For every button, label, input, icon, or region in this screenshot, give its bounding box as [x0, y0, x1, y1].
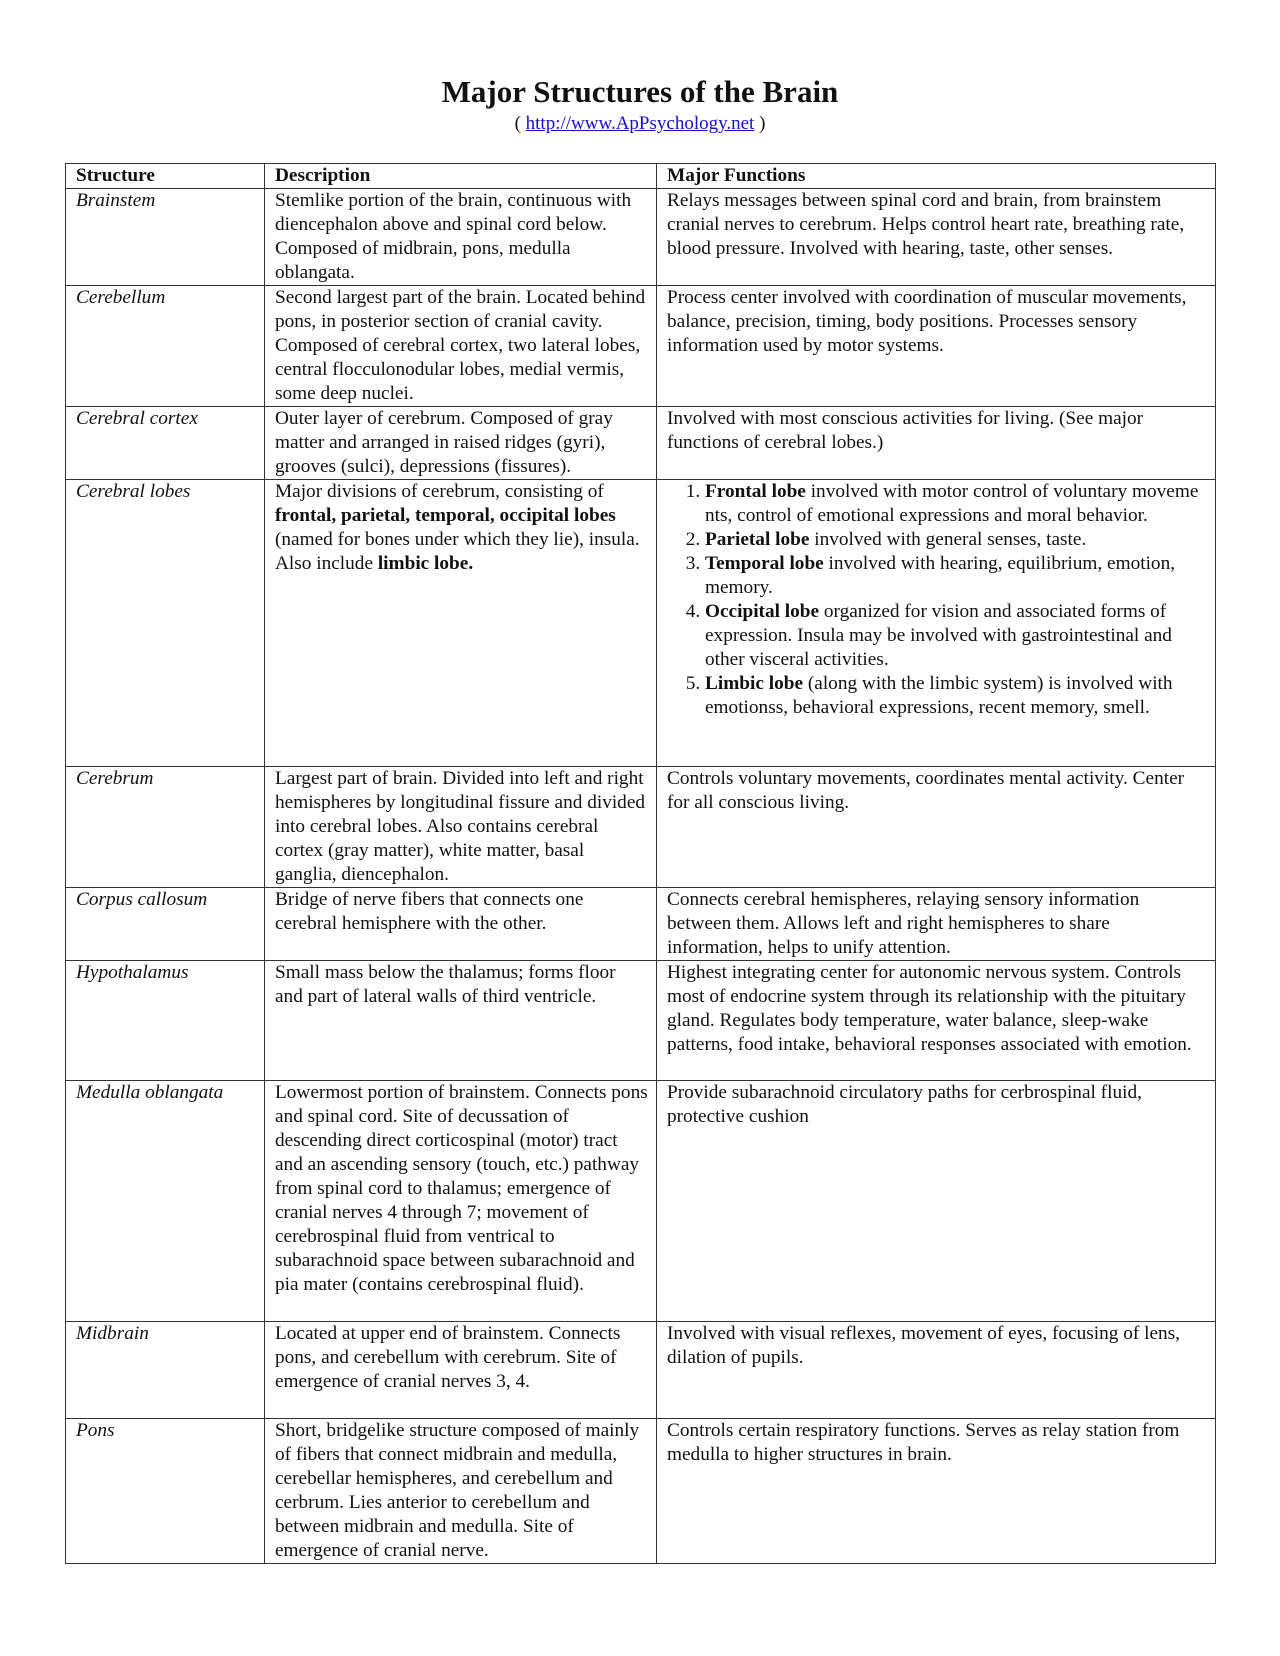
structure-name: Cerebral cortex: [66, 407, 265, 480]
page-title: Major Structures of the Brain: [441, 74, 839, 109]
structure-name: Cerebrum: [66, 767, 265, 888]
lobe-term: Frontal lobe: [705, 481, 806, 502]
structure-description: Short, bridgelike structure composed of mainly of fibers that connect midbrain and medulla, cerebellar hemispheres, and cerebellum and cerbrum. Lies anterior to cerebellum and between midbrain and medulla. Site of emergence of cranial nerve.: [265, 1419, 657, 1564]
structure-functions: Provide subarachnoid circulatory paths for cerbrospinal fluid, protective cushion: [657, 1081, 1216, 1322]
structure-description: [265, 480, 657, 767]
structure-functions: Controls voluntary movements, coordinates mental activity. Center for all conscious living.: [657, 767, 1216, 888]
source-suffix: ): [754, 113, 766, 134]
structure-functions: Involved with most conscious activities for living. (See major functions of cerebral lobes.): [657, 407, 1216, 480]
structure-name: Medulla oblangata: [66, 1081, 265, 1322]
brain-structures-table: [65, 163, 1216, 1564]
structure-functions: Process center involved with coordination of muscular movements, balance, precision, timing, body positions. Processes sensory information used by motor systems.: [657, 286, 1216, 407]
header-structure: Structure: [66, 164, 265, 189]
lobe-text: involved with motor control of voluntary moveme nts, control of emotional expressions and moral behavior.: [705, 481, 1199, 526]
structure-name: Pons: [66, 1419, 265, 1564]
source-link[interactable]: http://www.ApPsychology.net: [525, 113, 755, 134]
source-line: [0, 112, 1280, 136]
structure-description: Lowermost portion of brainstem. Connects pons and spinal cord. Site of decussation of descending direct corticospinal (motor) tract and an ascending sensory (touch, etc.) pathway from spinal cord to thalamus; emergence of cranial nerves 4 through 7; movement of cerebrospinal fluid from ventrical to subarachnoid space between subarachnoid and pia mater (contains cerebrospinal fluid).: [265, 1081, 657, 1322]
structure-description: Bridge of nerve fibers that connects one cerebral hemisphere with the other.: [265, 888, 657, 961]
table-row: [66, 286, 1216, 407]
lobe-term: Temporal lobe: [705, 553, 824, 574]
structure-description: Small mass below the thalamus; forms floor and part of lateral walls of third ventricle.: [265, 961, 657, 1081]
structure-functions: [657, 480, 1216, 767]
lobe-term: Parietal lobe: [705, 529, 810, 550]
lobe-text: involved with general senses, taste.: [809, 529, 1087, 550]
structure-name: Midbrain: [66, 1322, 265, 1419]
table-row: [66, 1322, 1216, 1419]
structure-functions: Connects cerebral hemispheres, relaying sensory information between them. Allows left and right hemispheres to share information, helps to unify attention.: [657, 888, 1216, 961]
description-text: (named for bones under which they lie), insula. Also include: [275, 529, 640, 574]
structure-description: Outer layer of cerebrum. Composed of gray matter and arranged in raised ridges (gyri), grooves (sulci), depressions (fissures).: [265, 407, 657, 480]
list-item: [705, 672, 1207, 720]
header-description: Description: [265, 164, 657, 189]
list-item: [705, 480, 1207, 528]
structure-description: Stemlike portion of the brain, continuous with diencephalon above and spinal cord below. Composed of midbrain, pons, medulla oblangata.: [265, 189, 657, 286]
table-row: [66, 767, 1216, 888]
list-item: [705, 552, 1207, 600]
table-row: [66, 1419, 1216, 1564]
lobe-text: organized for vision and associated forms of expression. Insula may be involved with gastrointestinal and other visceral activities.: [705, 601, 1172, 670]
structure-description: Second largest part of the brain. Located behind pons, in posterior section of cranial cavity. Composed of cerebral cortex, two lateral lobes, central flocculonodular lobes, medial vermis, some deep nuclei.: [265, 286, 657, 407]
structure-name: Corpus callosum: [66, 888, 265, 961]
table-row: [66, 888, 1216, 961]
structure-description: Located at upper end of brainstem. Connects pons, and cerebellum with cerebrum. Site of emergence of cranial nerves 3, 4.: [265, 1322, 657, 1419]
lobe-term: Occipital lobe: [705, 601, 820, 622]
list-item: [705, 600, 1207, 672]
description-text: Major divisions of cerebrum, consisting of: [275, 481, 604, 502]
structure-name: Hypothalamus: [66, 961, 265, 1081]
table-row: [66, 480, 1216, 767]
structure-name: Cerebellum: [66, 286, 265, 407]
table-row: [66, 407, 1216, 480]
structure-name: Cerebral lobes: [66, 480, 265, 767]
structure-functions: Relays messages between spinal cord and brain, from brainstem cranial nerves to cerebrum. Helps control heart rate, breathing rate, blood pressure. Involved with hearing, taste, other senses.: [657, 189, 1216, 286]
table-row: [66, 1081, 1216, 1322]
source-prefix: (: [514, 113, 526, 134]
structure-functions: Involved with visual reflexes, movement of eyes, focusing of lens, dilation of pupils.: [657, 1322, 1216, 1419]
table-header-row: [66, 164, 1216, 189]
structure-name: Brainstem: [66, 189, 265, 286]
lobe-term: Limbic lobe: [705, 673, 804, 694]
list-item: [705, 528, 1207, 552]
structure-functions: Highest integrating center for autonomic nervous system. Controls most of endocrine system through its relationship with the pituitary gland. Regulates body temperature, water balance, sleep-wake patterns, food intake, behavioral responses associated with emotion.: [657, 961, 1216, 1081]
table-row: [66, 961, 1216, 1081]
lobe-text: involved with hearing, equilibrium, emotion, memory.: [705, 553, 1176, 598]
structure-description: Largest part of brain. Divided into left and right hemispheres by longitudinal fissure and divided into cerebral lobes. Also contains cerebral cortex (gray matter), white matter, basal ganglia, diencephalon.: [265, 767, 657, 888]
description-bold-text: frontal, parietal, temporal, occipital lobes: [275, 505, 616, 526]
structure-functions: Controls certain respiratory functions. Serves as relay station from medulla to higher structures in brain.: [657, 1419, 1216, 1564]
table-row: [66, 189, 1216, 286]
lobe-text: (along with the limbic system) is involved with emotionss, behavioral expressions, recent memory, smell.: [705, 673, 1173, 718]
description-bold-text: limbic lobe.: [377, 553, 474, 574]
lobe-function-list: [667, 480, 1207, 720]
header-functions: Major Functions: [657, 164, 1216, 189]
